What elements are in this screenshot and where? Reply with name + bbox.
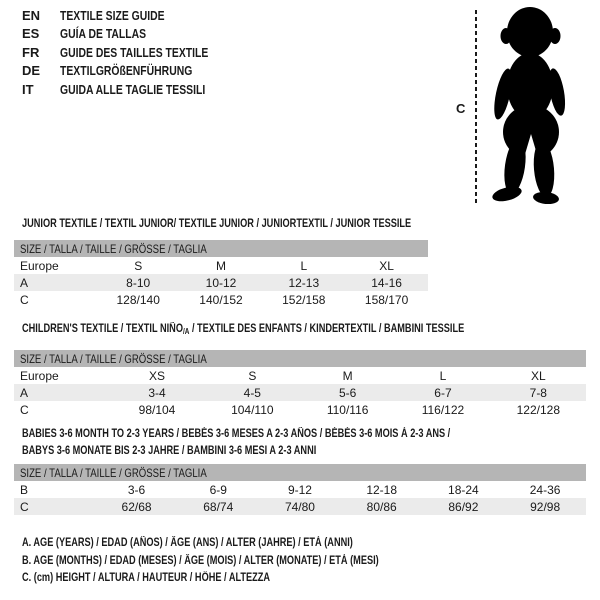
table-cell: S: [134, 258, 143, 273]
language-row-fr: [22, 43, 245, 62]
babies-table-title: BABIES 3-6 MONTH TO 2-3 YEARS / BEBÉS 3-6 MESES A 2-3 AÑOS / BÉBÉS 3-6 MOIS À 2-3 ANS / BABYS 3-6 MONATE BIS 2-3 JAHRE / BAMBINI 3-6 MESI A 2-3 ANNI: [22, 428, 451, 457]
table-cell: XS: [148, 368, 165, 383]
table-cell: 92/98: [504, 498, 586, 515]
table-cell: XL: [530, 368, 546, 383]
language-code: IT: [22, 81, 34, 97]
table-cell: 68/74: [177, 498, 259, 515]
measure-legend: [22, 535, 468, 588]
table-cell: S: [248, 368, 257, 383]
language-title: TEXTILE SIZE GUIDE: [60, 7, 165, 23]
language-code: ES: [22, 26, 40, 42]
junior-size-table: [14, 240, 428, 308]
children-table-title: CHILDREN'S TEXTILE / TEXTIL NIÑO/A / TEXTILE DES ENFANTS / KINDERTEXTIL / BAMBINI TESSILE: [22, 323, 465, 336]
table-cell: M: [215, 258, 226, 273]
row-label: C: [20, 292, 29, 307]
table-cell: 152/158: [282, 292, 326, 307]
table-cell: L: [300, 258, 308, 273]
table-cell: 24-36: [529, 482, 561, 497]
language-row-en: [22, 6, 245, 25]
table-cell: 122/128: [516, 402, 561, 417]
table-cell: 4-5: [205, 384, 300, 401]
table-cell: 12-18: [366, 482, 398, 497]
table-cell: 74/80: [259, 498, 341, 515]
table-cell: 98/104: [138, 402, 176, 417]
table-cell: 3-6: [127, 482, 146, 497]
table-row-age-months: [14, 481, 586, 498]
size-header-row: [14, 350, 586, 367]
table-row-europe: [14, 257, 428, 274]
size-header-cell: SIZE / TALLA / TAILLE / GRÖSSE / TAGLIA: [14, 240, 428, 257]
language-list: [22, 6, 245, 99]
size-header-cell: SIZE / TALLA / TAILLE / GRÖSSE / TAGLIA: [14, 350, 586, 367]
language-code: FR: [22, 44, 40, 60]
table-row-europe: [14, 367, 586, 384]
table-cell: 116/122: [421, 402, 465, 417]
table-cell: M: [342, 368, 353, 383]
junior-table-title: JUNIOR TEXTILE / TEXTIL JUNIOR/ TEXTILE JUNIOR / JUNIORTEXTIL / JUNIOR TESSILE: [22, 218, 412, 230]
size-header-row: [14, 464, 586, 481]
table-cell: 140/152: [199, 292, 243, 307]
language-title: TEXTILGRÖßENFÜHRUNG: [60, 63, 193, 79]
table-cell: 12-13: [262, 274, 345, 291]
row-label: Europe: [20, 258, 59, 273]
table-cell: 7-8: [491, 384, 586, 401]
table-cell: 158/170: [364, 292, 409, 307]
row-label: Europe: [20, 368, 59, 383]
row-label: C: [20, 402, 29, 417]
legend-line-c: C. (cm) HEIGHT / ALTURA / HAUTEUR / HÖHE / ALTEZZA: [22, 572, 271, 584]
language-title: GUIDA ALLE TAGLIE TESSILI: [60, 81, 206, 97]
table-cell: 6-7: [395, 384, 490, 401]
size-header-row: [14, 240, 428, 257]
row-label: C: [14, 498, 96, 515]
table-cell: 6-9: [209, 482, 227, 497]
row-label: B: [20, 482, 29, 497]
table-cell: 18-24: [448, 482, 479, 497]
language-row-it: [22, 80, 245, 99]
language-code: DE: [22, 63, 41, 79]
table-row-height: [14, 401, 586, 418]
table-cell: 9-12: [287, 482, 312, 497]
height-dotted-line: [475, 10, 477, 206]
table-cell: 110/116: [326, 402, 369, 417]
table-cell: 80/86: [341, 498, 423, 515]
table-row-height: [14, 291, 428, 308]
table-cell: 5-6: [300, 384, 395, 401]
table-cell: 62/68: [96, 498, 178, 515]
row-label: A: [14, 274, 97, 291]
table-cell: 8-10: [97, 274, 180, 291]
table-cell: 128/140: [116, 292, 160, 307]
baby-silhouette-icon: [483, 6, 579, 204]
language-title: GUIDE DES TAILLES TEXTILE: [60, 44, 209, 60]
baby-figure-block: [440, 0, 600, 215]
language-code: EN: [22, 7, 41, 23]
table-row-age: [14, 384, 586, 401]
table-cell: XL: [379, 258, 394, 273]
language-title: GUÍA DE TALLAS: [60, 26, 147, 42]
table-cell: 14-16: [345, 274, 428, 291]
legend-line-b: B. AGE (MONTHS) / EDAD (MESES) / ÂGE (MOIS) / ALTER (MONATE) / ETÀ (MESI): [22, 554, 379, 567]
size-header-cell: SIZE / TALLA / TAILLE / GRÖSSE / TAGLIA: [14, 464, 586, 481]
table-cell: 3-4: [109, 384, 204, 401]
language-row-de: [22, 62, 245, 81]
language-row-es: [22, 25, 245, 44]
table-cell: L: [439, 368, 447, 383]
legend-line-a: A. AGE (YEARS) / EDAD (AÑOS) / ÂGE (ANS) / ALTER (JAHRE) / ETÀ (ANNI): [22, 537, 353, 549]
height-measure-label: C: [456, 101, 466, 116]
babies-size-table: [14, 464, 586, 515]
table-row-age: [14, 274, 428, 291]
row-label: A: [14, 384, 109, 401]
children-size-table: [14, 350, 586, 418]
table-cell: 104/110: [231, 402, 274, 417]
table-row-height: [14, 498, 586, 515]
table-cell: 86/92: [423, 498, 505, 515]
table-cell: 10-12: [180, 274, 263, 291]
title-subscript: /A: [182, 327, 190, 336]
